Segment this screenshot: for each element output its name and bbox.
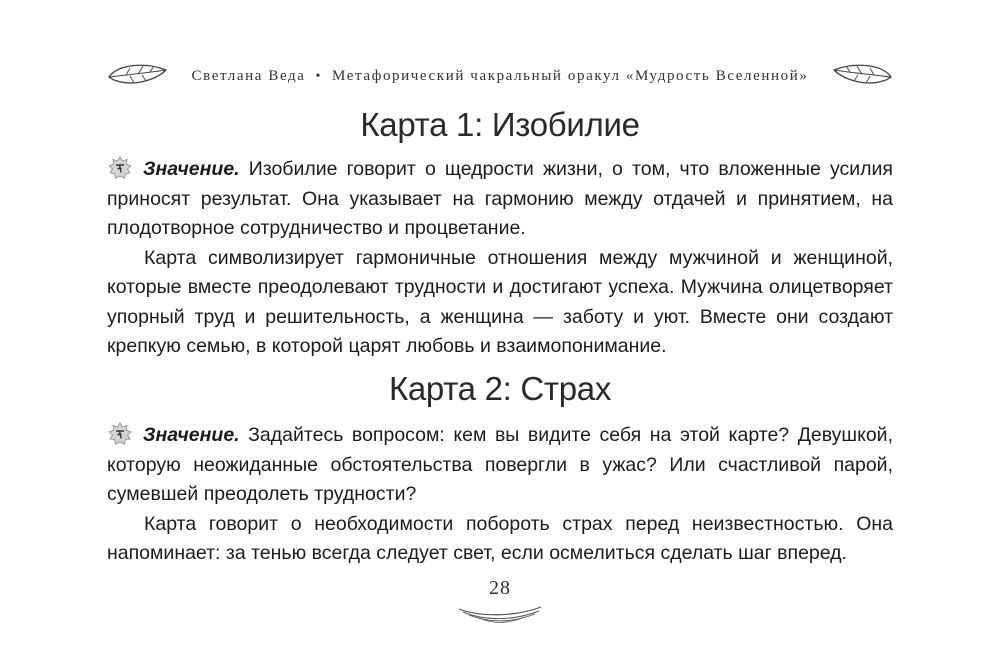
card-2-meaning-label: Значение. [143,424,240,446]
card-2-meaning-text: Задайтесь вопросом: кем вы видите себя на этой карте? Девушкой, которую неожиданные обстоятельства повергли в ужас? Или счастливой парой, сумевшей преодолеть трудности? [107,424,893,505]
card-2-paragraph: Карта говорит о необходимости побороть страх перед неизвестностью. Она напоминает: за тенью всегда следует свет, если осмелиться сделать шаг вперед. [107,512,893,564]
leaf-icon [828,62,894,90]
lotus-chakra-icon [107,422,133,446]
page-number: 28 [489,577,511,599]
card-2-meaning [107,421,893,510]
header-author: Светлана Веда [191,67,306,84]
header-book-title: Метафорический чакральный оракул «Мудрость Вселенной» [332,67,809,84]
header-separator: • [315,68,323,84]
card-1-title: Карта 1: Изобилие [360,106,640,143]
card-1-text [107,155,893,362]
card-2-title: Карта 2: Страх [388,370,612,407]
running-header [100,58,900,94]
card-1-meaning-label: Значение. [143,158,240,180]
header-text [192,68,809,85]
feather-flourish-icon [455,603,545,625]
card-1-paragraph: Карта символизирует гармоничные отношения между мужчиной и женщиной, которые вместе преодолевают трудности и достигают успеха. Мужчина олицетворяет упорный труд и решительность, а женщина — заботу и уют. Вместе они создают крепкую семью, в которой царят любовь и взаимопонимание. [107,246,893,357]
lotus-chakra-icon [107,156,133,180]
card-2-text [107,421,893,569]
card-1-meaning [107,155,893,244]
card-1-meaning-text: Изобилие говорит о щедрости жизни, о том, что вложенные усилия приносят результат. Она указывает на гармонию между отдачей и принятием, на плодотворное сотрудничество и процветание. [107,158,893,239]
leaf-icon [106,62,172,90]
